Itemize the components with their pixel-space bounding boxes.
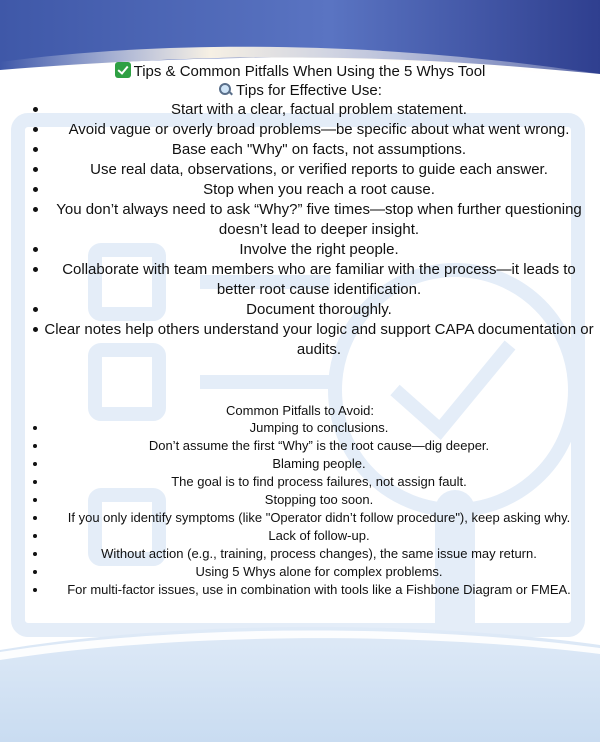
- magnifying-glass-icon: [218, 82, 233, 97]
- tips-list-item: Document thoroughly.: [0, 300, 600, 320]
- pitfalls-heading: Common Pitfalls to Avoid:: [226, 403, 374, 418]
- tips-list-item: Avoid vague or overly broad problems—be specific about what went wrong.: [0, 120, 600, 140]
- pitfalls-list-item: If you only identify symptoms (like "Operator didn’t follow procedure"), keep asking why.: [0, 509, 600, 527]
- pitfalls-list-item: Using 5 Whys alone for complex problems.: [0, 563, 600, 581]
- tips-list: [0, 100, 600, 360]
- tips-heading-text: Tips for Effective Use:: [236, 82, 382, 99]
- tips-list-item: Start with a clear, factual problem statement.: [0, 100, 600, 120]
- tips-list-item: Clear notes help others understand your logic and support CAPA documentation or audits.: [0, 320, 600, 360]
- pitfalls-list-item: The goal is to find process failures, not assign fault.: [0, 473, 600, 491]
- tips-list-item: Base each "Why" on facts, not assumptions.: [0, 140, 600, 160]
- title-text: Tips & Common Pitfalls When Using the 5 Whys Tool: [133, 63, 486, 80]
- document-body: [0, 62, 600, 599]
- check-mark-icon: [115, 62, 131, 78]
- pitfalls-list-item: Blaming people.: [0, 455, 600, 473]
- tips-list-item: You don’t always need to ask “Why?” five times—stop when further questioning doesn’t lead to deeper insight.: [0, 200, 600, 240]
- pitfalls-list-item: Don’t assume the first “Why” is the root cause—dig deeper.: [0, 437, 600, 455]
- pitfalls-list-item: Without action (e.g., training, process changes), the same issue may return.: [0, 545, 600, 563]
- tips-heading: [0, 81, 600, 100]
- tips-list-item: Stop when you reach a root cause.: [0, 180, 600, 200]
- tips-list-item: Collaborate with team members who are familiar with the process—it leads to better root cause identification.: [0, 260, 600, 300]
- document-title: [0, 62, 600, 81]
- pitfalls-list-item: Jumping to conclusions.: [0, 419, 600, 437]
- pitfalls-list-item: Stopping too soon.: [0, 491, 600, 509]
- pitfalls-list-item: For multi-factor issues, use in combination with tools like a Fishbone Diagram or FMEA.: [0, 581, 600, 599]
- pitfalls-list-item: Lack of follow-up.: [0, 527, 600, 545]
- pitfalls-list: [0, 419, 600, 599]
- tips-list-item: Use real data, observations, or verified reports to guide each answer.: [0, 160, 600, 180]
- tips-list-item: Involve the right people.: [0, 240, 600, 260]
